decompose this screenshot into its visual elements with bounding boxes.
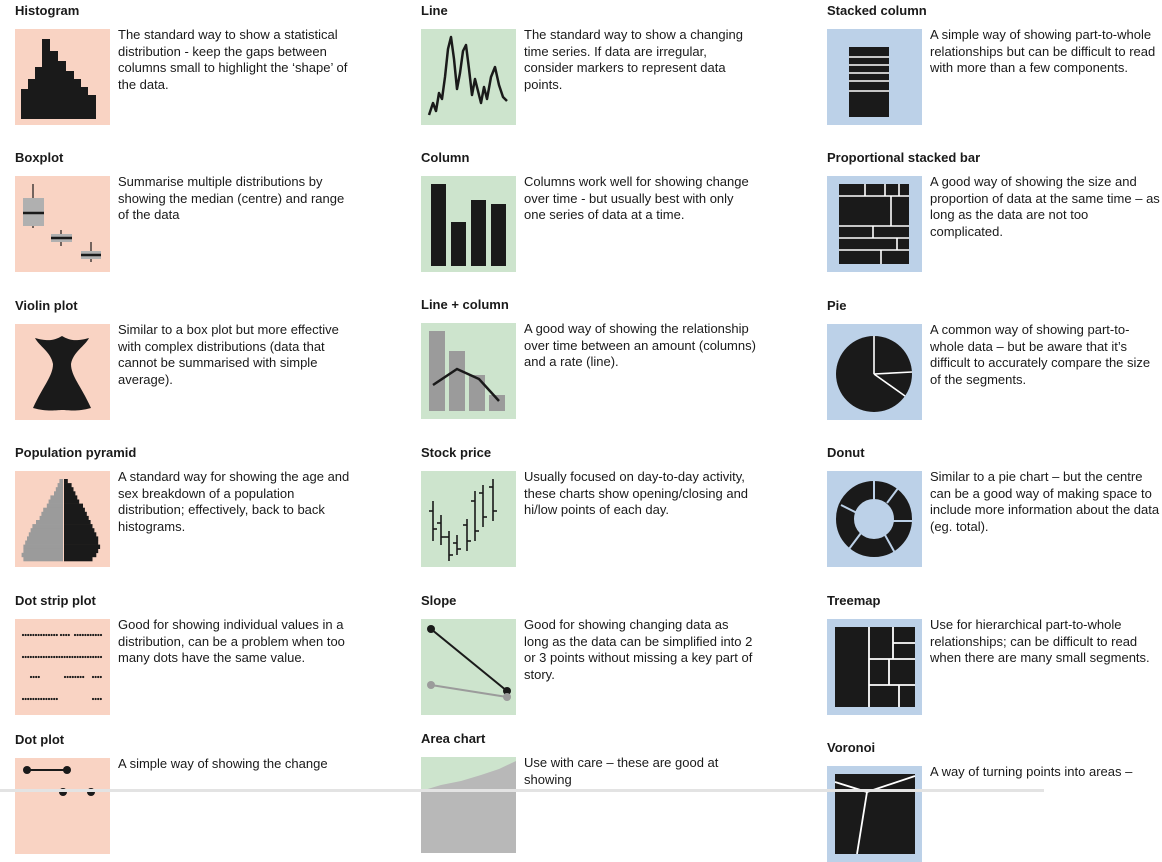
strip-dot <box>69 656 71 658</box>
chart-description: Summarise multiple distributions by showing the median (centre) and range of the data <box>118 174 345 223</box>
strip-dot <box>60 634 62 636</box>
strip-dot <box>64 656 66 658</box>
chart-title: Dot plot <box>15 732 65 747</box>
pyramid-bar-left <box>54 491 63 495</box>
strip-dot <box>53 698 55 700</box>
chart-description: The standard way to show a statistical distribution - keep the gaps between columns small to highlight the ‘shape’ of the data. <box>118 27 348 92</box>
strip-dot <box>74 676 76 678</box>
pyramid-bar-left <box>25 541 63 545</box>
strip-dot <box>27 634 29 636</box>
pyramid-bar-right <box>64 536 98 540</box>
pyramid-bar-right <box>64 557 93 561</box>
strip-dot <box>56 634 58 636</box>
histogram-icon <box>15 29 110 125</box>
strip-dot <box>53 634 55 636</box>
strip-dot <box>64 676 66 678</box>
chart-title: Stock price <box>421 445 492 460</box>
strip-dot <box>38 656 40 658</box>
strip-dot <box>58 656 60 658</box>
strip-dot <box>90 656 92 658</box>
chart-description: Similar to a box plot but more effective with complex distributions (data that cannot be summarised with simple average). <box>118 322 339 387</box>
pyramid-bar-right <box>64 541 98 545</box>
proportional-stacked-bar-icon <box>827 176 922 272</box>
strip-dot <box>74 656 76 658</box>
strip-dot <box>48 698 50 700</box>
chart-description: Columns work well for showing change over time - but usually best with only one series of data at a time. <box>524 174 749 223</box>
pyramid-bar-right <box>64 504 83 508</box>
strip-dot <box>27 656 29 658</box>
strip-dot <box>97 698 99 700</box>
line-column-icon <box>421 323 516 419</box>
strip-dot <box>25 634 27 636</box>
strip-dot <box>56 698 58 700</box>
strip-dot <box>32 698 34 700</box>
strip-dot <box>100 656 102 658</box>
pyramid-bar-right <box>64 487 74 491</box>
strip-dot <box>35 634 37 636</box>
treemap-icon <box>827 619 922 715</box>
pyramid-bar-right <box>64 500 79 504</box>
pyramid-bar-right <box>64 532 96 536</box>
strip-dot <box>84 634 86 636</box>
chart-description: Good for showing individual values in a distribution, can be a problem when too many dots have the same value. <box>118 617 345 666</box>
pyramid-bar-left <box>36 520 63 524</box>
pyramid-bar-left <box>58 483 63 487</box>
strip-dot <box>32 634 34 636</box>
pyramid-bar-right <box>64 495 77 499</box>
strip-dot <box>67 676 69 678</box>
strip-dot <box>22 656 24 658</box>
chart-title: Stacked column <box>827 3 927 18</box>
chart-title: Treemap <box>827 593 881 608</box>
pyramid-bar-right <box>64 483 72 487</box>
strip-dot <box>22 634 24 636</box>
violin-plot-icon <box>15 324 110 420</box>
chart-description: The standard way to show a changing time series. If data are irregular, consider markers to represent data points. <box>524 27 743 92</box>
strip-dot <box>30 698 32 700</box>
strip-dot <box>95 634 97 636</box>
strip-dot <box>35 698 37 700</box>
strip-dot <box>35 656 37 658</box>
strip-dot <box>51 634 53 636</box>
strip-dot <box>72 676 74 678</box>
strip-dot <box>48 656 50 658</box>
strip-dot <box>38 676 40 678</box>
stacked-column-icon <box>827 29 922 125</box>
chart-description: A way of turning points into areas – <box>930 764 1133 779</box>
chart-description: A good way of showing the size and proportion of data at the same time – as long as the data are not too complicated. <box>930 174 1160 239</box>
strip-dot <box>77 676 79 678</box>
strip-dot <box>53 656 55 658</box>
voronoi-icon <box>827 766 922 862</box>
strip-dot <box>56 656 58 658</box>
strip-dot <box>43 634 45 636</box>
strip-dot <box>87 634 89 636</box>
strip-dot <box>32 656 34 658</box>
strip-dot <box>69 676 71 678</box>
strip-dot <box>82 656 84 658</box>
chart-title: Slope <box>421 593 457 608</box>
strip-dot <box>43 656 45 658</box>
strip-dot <box>68 634 70 636</box>
strip-dot <box>74 634 76 636</box>
pyramid-bar-left <box>27 536 63 540</box>
pyramid-bar-right <box>64 553 96 557</box>
strip-dot <box>30 676 32 678</box>
strip-dot <box>38 634 40 636</box>
chart-title: Histogram <box>15 3 80 18</box>
boxplot-icon <box>15 176 110 272</box>
strip-dot <box>100 634 102 636</box>
strip-dot <box>100 676 102 678</box>
strip-dot <box>82 676 84 678</box>
chart-description: Good for showing changing data as long as the data can be simplified into 2 or 3 points without missing a key part of story. <box>524 617 753 682</box>
pyramid-bar-left <box>23 545 63 549</box>
strip-dot <box>71 656 73 658</box>
dot-strip-plot-icon <box>15 619 110 715</box>
chart-title: Violin plot <box>15 298 78 313</box>
pyramid-bar-right <box>64 549 98 553</box>
chart-title: Column <box>421 150 470 165</box>
strip-dot <box>95 676 97 678</box>
pyramid-bar-left <box>59 479 63 483</box>
strip-dot <box>40 656 42 658</box>
strip-dot <box>97 634 99 636</box>
strip-dot <box>97 676 99 678</box>
column-chart-icon <box>421 176 516 272</box>
strip-dot <box>95 656 97 658</box>
pyramid-bar-left <box>23 549 63 553</box>
dot-plot-icon <box>15 758 110 854</box>
strip-dot <box>92 698 94 700</box>
chart-description: A common way of showing part-to-whole data – but be aware that it’s difficult to accurately compare the size of the segments. <box>930 322 1151 387</box>
area-chart-icon <box>421 757 516 853</box>
strip-dot <box>51 698 53 700</box>
strip-dot <box>51 656 53 658</box>
strip-dot <box>40 698 42 700</box>
pie-chart-icon <box>827 324 922 420</box>
strip-dot <box>66 656 68 658</box>
pyramid-bar-left <box>41 512 63 516</box>
strip-dot <box>100 698 102 700</box>
chart-title: Voronoi <box>827 740 876 755</box>
strip-dot <box>82 634 84 636</box>
chart-description: Usually focused on day-to-day activity, these charts show opening/closing and hi/low points of each day. <box>524 469 749 518</box>
strip-dot <box>25 656 27 658</box>
pyramid-bar-right <box>64 545 100 549</box>
strip-dot <box>30 656 32 658</box>
pyramid-bar-left <box>22 553 63 557</box>
page-bottom-edge <box>0 789 1044 792</box>
chart-description: A simple way of showing the change <box>118 756 328 771</box>
pyramid-bar-right <box>64 508 85 512</box>
strip-dot <box>97 656 99 658</box>
chart-title: Boxplot <box>15 150 64 165</box>
strip-dot <box>45 656 47 658</box>
pyramid-bar-left <box>32 524 63 528</box>
pyramid-bar-left <box>40 516 63 520</box>
chart-description: A good way of showing the relationship over time between an amount (columns) and a rate (line). <box>524 321 756 370</box>
chart-title: Line <box>421 3 448 18</box>
chart-title: Donut <box>827 445 865 460</box>
strip-dot <box>77 656 79 658</box>
strip-dot <box>22 698 24 700</box>
pyramid-bar-right <box>64 528 94 532</box>
strip-dot <box>92 634 94 636</box>
chart-title: Area chart <box>421 731 486 746</box>
strip-dot <box>38 698 40 700</box>
pyramid-bar-left <box>23 557 63 561</box>
strip-dot <box>48 634 50 636</box>
strip-dot <box>87 656 89 658</box>
slope-chart-icon <box>421 619 516 715</box>
strip-dot <box>43 698 45 700</box>
stock-price-icon <box>421 471 516 567</box>
strip-dot <box>33 676 35 678</box>
strip-dot <box>79 656 81 658</box>
strip-dot <box>90 634 92 636</box>
strip-dot <box>95 698 97 700</box>
strip-dot <box>77 634 79 636</box>
chart-title: Proportional stacked bar <box>827 150 981 165</box>
pyramid-bar-left <box>29 532 63 536</box>
strip-dot <box>40 634 42 636</box>
chart-description: Use for hierarchical part-to-whole relationships; can be difficult to read when there are many small segments. <box>930 617 1150 666</box>
pyramid-bar-left <box>50 495 63 499</box>
strip-dot <box>27 698 29 700</box>
strip-dot <box>84 656 86 658</box>
chart-title: Dot strip plot <box>15 593 96 608</box>
strip-dot <box>45 698 47 700</box>
strip-dot <box>79 634 81 636</box>
pyramid-bar-right <box>64 524 93 528</box>
strip-dot <box>63 634 65 636</box>
strip-dot <box>35 676 37 678</box>
strip-dot <box>61 656 63 658</box>
chart-title: Population pyramid <box>15 445 137 460</box>
strip-dot <box>65 634 67 636</box>
chart-description: A simple way of showing part-to-whole relationships but can be difficult to read with more than a few components. <box>930 27 1156 76</box>
donut-chart-icon <box>827 471 922 567</box>
pyramid-bar-left <box>56 487 63 491</box>
chart-title: Pie <box>827 298 847 313</box>
pyramid-bar-left <box>31 528 63 532</box>
strip-dot <box>45 634 47 636</box>
pyramid-bar-right <box>64 512 87 516</box>
pyramid-bar-left <box>49 500 63 504</box>
strip-dot <box>92 676 94 678</box>
strip-dot <box>92 656 94 658</box>
pyramid-bar-right <box>64 479 68 483</box>
population-pyramid-icon <box>15 471 110 567</box>
pyramid-bar-right <box>64 491 75 495</box>
strip-dot <box>80 676 82 678</box>
chart-title: Line + column <box>421 297 509 312</box>
pyramid-bar-right <box>64 516 89 520</box>
strip-dot <box>25 698 27 700</box>
chart-description: Use with care – these are good at showing <box>524 755 719 787</box>
pyramid-bar-left <box>47 504 63 508</box>
chart-description: A standard way for showing the age and sex breakdown of a population distribution; effectively, back to back histograms. <box>118 469 350 534</box>
pyramid-bar-left <box>43 508 63 512</box>
chart-description: Similar to a pie chart – but the centre can be a good way of making space to include more information about the data (eg. total). <box>930 469 1160 534</box>
pyramid-bar-right <box>64 520 91 524</box>
line-chart-icon <box>421 29 516 125</box>
strip-dot <box>30 634 32 636</box>
